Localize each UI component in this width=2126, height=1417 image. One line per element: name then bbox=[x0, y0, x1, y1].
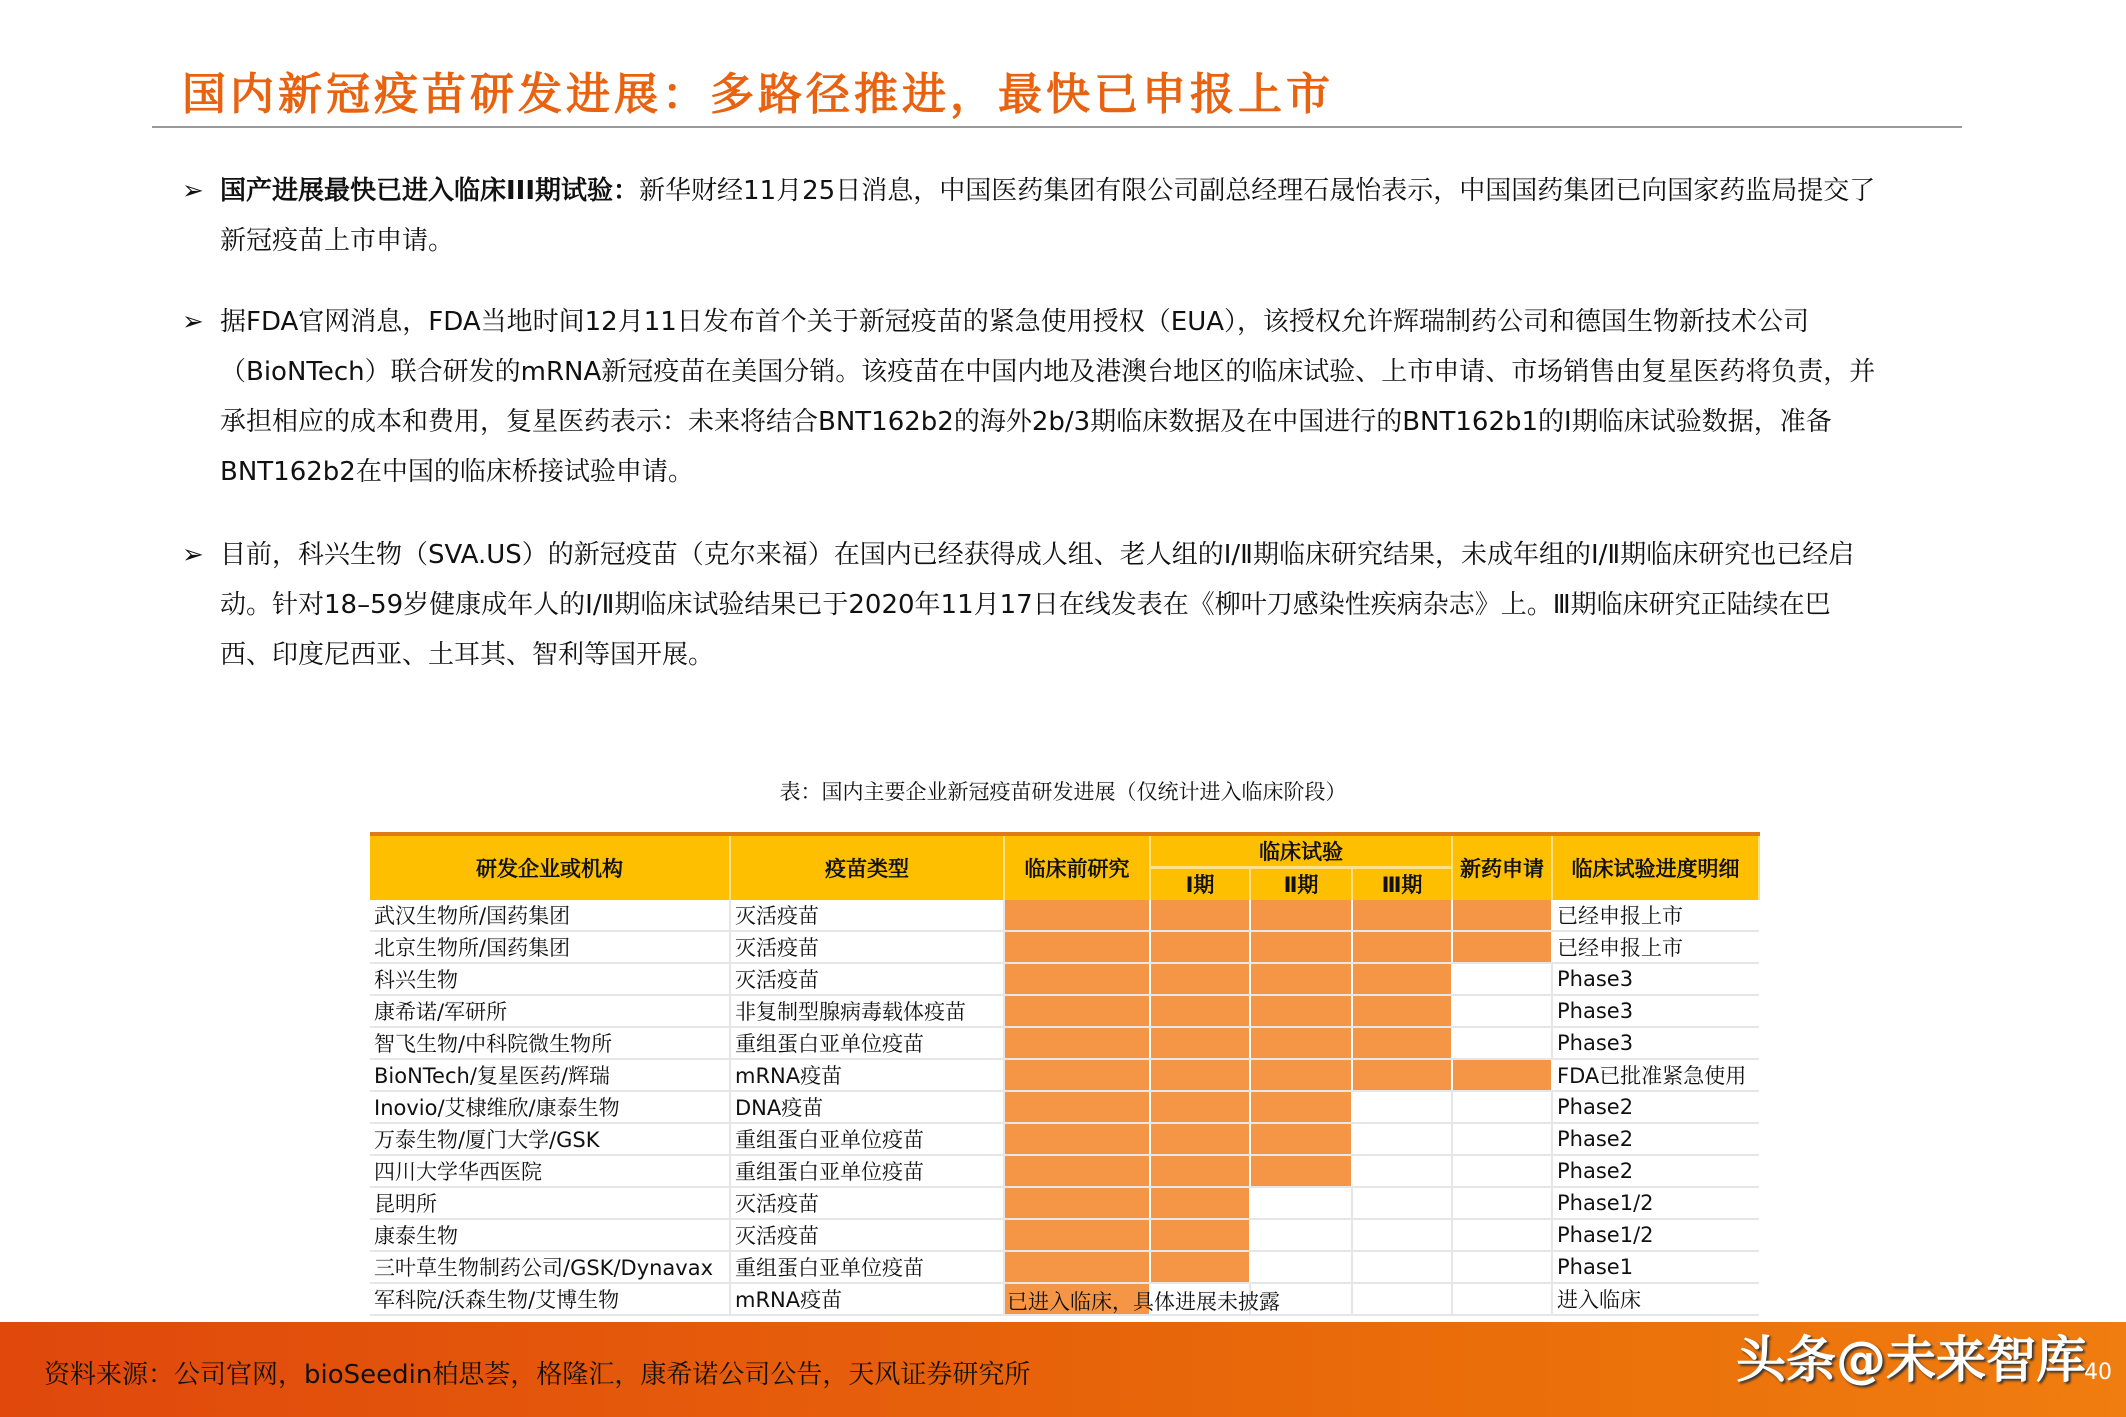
stage-cell bbox=[1452, 995, 1552, 1027]
stage-cell bbox=[1352, 1251, 1452, 1283]
stage-cell bbox=[1150, 963, 1250, 995]
stage-cell bbox=[1452, 1059, 1552, 1091]
stage-cell bbox=[1452, 1027, 1552, 1059]
stage-note: 已进入临床，具体进展未披露 bbox=[1007, 1289, 1280, 1314]
stage-cell bbox=[1004, 1155, 1150, 1187]
stage-cell bbox=[1250, 1091, 1352, 1123]
stage-cell bbox=[1352, 1219, 1452, 1251]
org-cell: BioNTech/复星医药/辉瑞 bbox=[370, 1059, 730, 1091]
type-cell: 重组蛋白亚单位疫苗 bbox=[730, 1123, 1004, 1155]
stage-cell bbox=[1150, 1155, 1250, 1187]
header-phase2: Ⅱ期 bbox=[1250, 868, 1352, 900]
stage-cell bbox=[1150, 1059, 1250, 1091]
bullet-text: 新华财经11月25日消息，中国医药集团有限公司副总经理石晟怡表示，中国国药集团已向国家药监局提交了新冠疫苗上市申请。 bbox=[220, 176, 1876, 256]
stage-cell bbox=[1452, 1251, 1552, 1283]
stage-cell bbox=[1150, 1027, 1250, 1059]
stage-cell bbox=[1250, 1251, 1352, 1283]
detail-cell: 进入临床 bbox=[1552, 1283, 1759, 1315]
stage-cell bbox=[1150, 931, 1250, 963]
stage-cell bbox=[1352, 1123, 1452, 1155]
type-cell: mRNA疫苗 bbox=[730, 1059, 1004, 1091]
stage-cell bbox=[1250, 1219, 1352, 1251]
org-cell: 万泰生物/厦门大学/GSK bbox=[370, 1123, 730, 1155]
stage-cell bbox=[1004, 931, 1150, 963]
stage-cell bbox=[1150, 1123, 1250, 1155]
stage-cell bbox=[1452, 931, 1552, 963]
stage-cell bbox=[1004, 1059, 1150, 1091]
header-clinical: 临床试验 bbox=[1150, 834, 1452, 868]
stage-cell bbox=[1004, 900, 1150, 931]
detail-cell: 已经申报上市 bbox=[1552, 900, 1759, 931]
stage-cell bbox=[1004, 1123, 1150, 1155]
page-title: 国内新冠疫苗研发进展：多路径推进，最快已申报上市 bbox=[182, 69, 1334, 120]
footer-bar bbox=[0, 1322, 2126, 1417]
type-cell: 灭活疫苗 bbox=[730, 963, 1004, 995]
stage-cell bbox=[1352, 963, 1452, 995]
table-row bbox=[370, 1251, 1759, 1283]
bullet-heading: 国产进展最快已进入临床III期试验： bbox=[220, 176, 640, 206]
arrow-bullet-icon: ➢ bbox=[182, 176, 204, 206]
stage-cell bbox=[1352, 931, 1452, 963]
org-cell: 北京生物所/国药集团 bbox=[370, 931, 730, 963]
org-cell: 科兴生物 bbox=[370, 963, 730, 995]
stage-cell bbox=[1150, 1187, 1250, 1219]
stage-cell bbox=[1250, 931, 1352, 963]
bullet-text: 目前，科兴生物（SVA.US）的新冠疫苗（克尔来福）在国内已经获得成人组、老人组的Ⅰ/Ⅱ期临床研究结果，未成年组的Ⅰ/Ⅱ期临床研究也已经启动。针对18–59岁健康成年人的Ⅰ/Ⅱ期临床试验结果已于2020年11月17日在线发表在《柳叶刀感染性疾病杂志》上。Ⅲ期临床研究正陆续在巴西、印度尼西亚、土耳其、智利等国开展。 bbox=[220, 540, 1855, 670]
org-cell: 四川大学华西医院 bbox=[370, 1155, 730, 1187]
stage-cell bbox=[1250, 1187, 1352, 1219]
stage-cell bbox=[1250, 1027, 1352, 1059]
org-cell: Inovio/艾棣维欣/康泰生物 bbox=[370, 1091, 730, 1123]
table-row bbox=[370, 1059, 1759, 1091]
type-cell: 重组蛋白亚单位疫苗 bbox=[730, 1251, 1004, 1283]
detail-cell: Phase1/2 bbox=[1552, 1219, 1759, 1251]
vaccine-progress-table bbox=[370, 832, 1760, 1316]
type-cell: 重组蛋白亚单位疫苗 bbox=[730, 1027, 1004, 1059]
table-caption: 表：国内主要企业新冠疫苗研发进展（仅统计进入临床阶段） bbox=[779, 780, 1347, 804]
stage-cell bbox=[1004, 1027, 1150, 1059]
type-cell: DNA疫苗 bbox=[730, 1091, 1004, 1123]
arrow-bullet-icon: ➢ bbox=[182, 540, 204, 570]
org-cell: 康希诺/军研所 bbox=[370, 995, 730, 1027]
stage-cell bbox=[1250, 1155, 1352, 1187]
bullet-3 bbox=[182, 530, 1882, 680]
header-nda: 新药申请 bbox=[1452, 834, 1552, 900]
detail-cell: Phase2 bbox=[1552, 1155, 1759, 1187]
stage-cell bbox=[1004, 1219, 1150, 1251]
stage-cell bbox=[1150, 1091, 1250, 1123]
stage-cell bbox=[1452, 1283, 1552, 1315]
type-cell: 灭活疫苗 bbox=[730, 1219, 1004, 1251]
title-divider bbox=[152, 126, 1962, 128]
header-type: 疫苗类型 bbox=[730, 834, 1004, 900]
stage-cell bbox=[1452, 1155, 1552, 1187]
org-cell: 武汉生物所/国药集团 bbox=[370, 900, 730, 931]
org-cell: 智飞生物/中科院微生物所 bbox=[370, 1027, 730, 1059]
stage-cell bbox=[1352, 1059, 1452, 1091]
stage-cell bbox=[1250, 995, 1352, 1027]
stage-cell bbox=[1004, 1251, 1150, 1283]
stage-cell bbox=[1004, 963, 1150, 995]
bullet-2 bbox=[182, 297, 1882, 497]
page-number: 40 bbox=[2084, 1360, 2112, 1385]
detail-cell: Phase1 bbox=[1552, 1251, 1759, 1283]
header-preclinical: 临床前研究 bbox=[1004, 834, 1150, 900]
stage-cell bbox=[1352, 1187, 1452, 1219]
org-cell: 军科院/沃森生物/艾博生物 bbox=[370, 1283, 730, 1315]
table-row bbox=[370, 1187, 1759, 1219]
type-cell: 重组蛋白亚单位疫苗 bbox=[730, 1155, 1004, 1187]
table-row bbox=[370, 1219, 1759, 1251]
table-row bbox=[370, 900, 1759, 931]
watermark: 头条@未来智库 bbox=[1736, 1331, 2086, 1389]
stage-cell bbox=[1150, 900, 1250, 931]
stage-cell bbox=[1352, 1155, 1452, 1187]
stage-cell bbox=[1004, 1283, 1280, 1315]
table-row bbox=[370, 931, 1759, 963]
stage-cell bbox=[1150, 995, 1250, 1027]
stage-cell bbox=[1452, 1091, 1552, 1123]
stage-cell bbox=[1004, 995, 1150, 1027]
detail-cell: Phase2 bbox=[1552, 1123, 1759, 1155]
bullet-text: 据FDA官网消息，FDA当地时间12月11日发布首个关于新冠疫苗的紧急使用授权（EUA），该授权允许辉瑞制药公司和德国生物新技术公司（BioNTech）联合研发的mRNA新冠疫苗在美国分销。该疫苗在中国内地及港澳台地区的临床试验、上市申请、市场销售由复星医药将负责，并承担相应的成本和费用，复星医药表示：未来将结合BNT162b2的海外2b/3期临床数据及在中国进行的BNT162b1的Ⅰ期临床试验数据，准备BNT162b2在中国的临床桥接试验申请。 bbox=[220, 307, 1876, 487]
table-row bbox=[370, 1091, 1759, 1123]
table-row bbox=[370, 995, 1759, 1027]
stage-cell bbox=[1250, 900, 1352, 931]
header-org: 研发企业或机构 bbox=[370, 834, 730, 900]
org-cell: 昆明所 bbox=[370, 1187, 730, 1219]
stage-cell bbox=[1452, 963, 1552, 995]
stage-cell bbox=[1150, 1251, 1250, 1283]
bullet-1 bbox=[182, 166, 1882, 266]
header-detail: 临床试验进度明细 bbox=[1552, 834, 1759, 900]
arrow-bullet-icon: ➢ bbox=[182, 307, 204, 337]
table-row bbox=[370, 1155, 1759, 1187]
detail-cell: FDA已批准紧急使用 bbox=[1552, 1059, 1759, 1091]
type-cell: 灭活疫苗 bbox=[730, 900, 1004, 931]
stage-cell bbox=[1004, 1091, 1150, 1123]
stage-cell bbox=[1452, 900, 1552, 931]
table-row bbox=[370, 1123, 1759, 1155]
stage-cell bbox=[1004, 1187, 1150, 1219]
stage-cell bbox=[1250, 1123, 1352, 1155]
type-cell: mRNA疫苗 bbox=[730, 1283, 1004, 1315]
stage-cell bbox=[1352, 1283, 1452, 1315]
type-cell: 灭活疫苗 bbox=[730, 931, 1004, 963]
org-cell: 三叶草生物制药公司/GSK/Dynavax bbox=[370, 1251, 730, 1283]
stage-cell bbox=[1250, 1059, 1352, 1091]
stage-cell bbox=[1352, 1027, 1452, 1059]
stage-cell bbox=[1352, 900, 1452, 931]
detail-cell: Phase1/2 bbox=[1552, 1187, 1759, 1219]
stage-cell bbox=[1452, 1219, 1552, 1251]
stage-cell bbox=[1452, 1123, 1552, 1155]
stage-cell bbox=[1352, 1091, 1452, 1123]
header-phase1: Ⅰ期 bbox=[1150, 868, 1250, 900]
detail-cell: Phase2 bbox=[1552, 1091, 1759, 1123]
org-cell: 康泰生物 bbox=[370, 1219, 730, 1251]
detail-cell: Phase3 bbox=[1552, 1027, 1759, 1059]
stage-cell bbox=[1452, 1187, 1552, 1219]
stage-cell bbox=[1250, 963, 1352, 995]
stage-cell bbox=[1150, 1219, 1250, 1251]
detail-cell: 已经申报上市 bbox=[1552, 931, 1759, 963]
type-cell: 灭活疫苗 bbox=[730, 1187, 1004, 1219]
source-note: 资料来源：公司官网，bioSeedin柏思荟，格隆汇，康希诺公司公告，天风证券研究所 bbox=[44, 1360, 1031, 1390]
header-phase3: Ⅲ期 bbox=[1352, 868, 1452, 900]
detail-cell: Phase3 bbox=[1552, 995, 1759, 1027]
table-row bbox=[370, 1027, 1759, 1059]
detail-cell: Phase3 bbox=[1552, 963, 1759, 995]
table-row bbox=[370, 1283, 1759, 1315]
stage-cell bbox=[1352, 995, 1452, 1027]
table-row bbox=[370, 963, 1759, 995]
type-cell: 非复制型腺病毒载体疫苗 bbox=[730, 995, 1004, 1027]
